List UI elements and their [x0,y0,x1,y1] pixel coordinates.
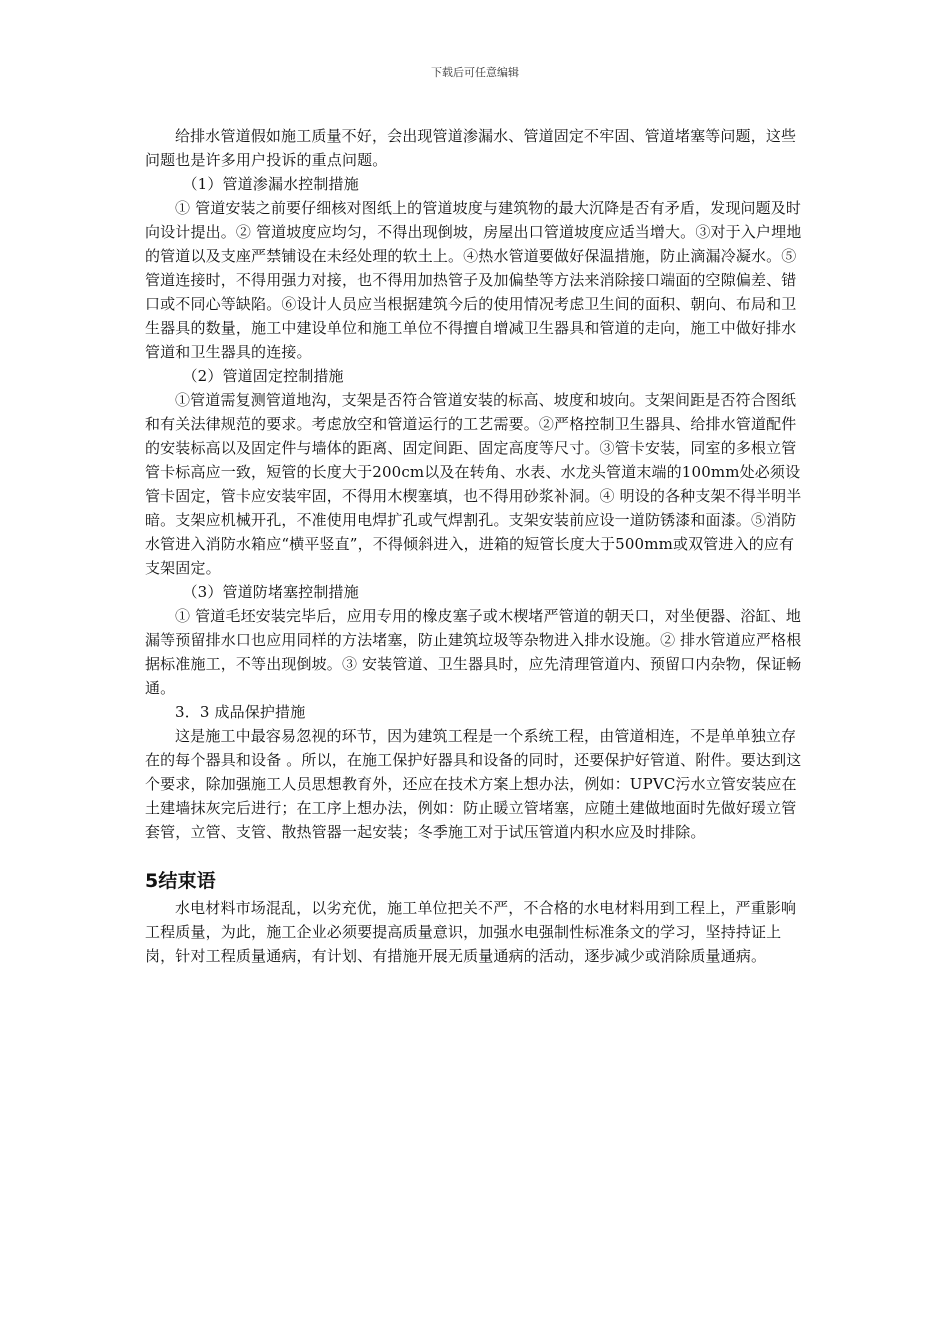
page-header: 下载后可任意编辑 [431,66,519,79]
section-heading-conclusion: 5结束语 [145,870,216,892]
paragraph-product-protection: 这是施工中最容易忽视的环节，因为建筑工程是一个系统工程，由管道相连，不是单单独立存在的每个器具和设备 。所以，在施工保护好器具和设备的同时，还要保护好管道、附件。要达到这个要求，除加强施工人员思想教育外，还应在技术方案上想办法，例如：UPVC污水立管安装应在土建墙抹灰完后进行；在工序上想办法，例如：防止暖立管堵塞，应随土建做地面时先做好瑗立管套管，立管、支管、散热管器一起安装；冬季施工对于试压管道内积水应及时排除。 [145,727,802,841]
subheading-fixing-control: （2）管道固定控制措施 [182,367,344,385]
paragraph-fixing-control: ①管道需复测管道地沟，支架是否符合管道安装的标高、坡度和坡向。支架间距是否符合图纸和有关法律规范的要求。考虑放空和管道运行的工艺需要。②严格控制卫生器具、给排水管道配件的安装标高以及固定件与墙体的距离、固定间距、固定高度等尺寸。③管卡安装，同室的多根立管管卡标高应一致，短管的长度大于200cm以及在转角、水表、水龙头管道末端的100mm处必须设管卡固定，管卡应安装牢固，不得用木楔塞填，也不得用砂浆补洞。④ 明设的各种支架不得半明半暗。支架应机械开孔，不准使用电焊扩孔或气焊割孔。支架安装前应设一道防锈漆和面漆。⑤消防水管进入消防水箱应“横平竖直”，不得倾斜进入，进箱的短管长度大于500mm或双管进入的应有支架固定。 [145,391,802,577]
paragraph-blockage-control: ① 管道毛坯安装完毕后，应用专用的橡皮塞子或木楔堵严管道的朝天口，对坐便器、浴缸、地漏等预留排水口也应用同样的方法堵塞，防止建筑垃圾等杂物进入排水设施。② 排水管道应严格根据标准施工，不等出现倒坡。③ 安装管道、卫生器具时，应先清理管道内、预留口内杂物，保证畅通。 [145,607,802,697]
document-body [145,124,805,968]
subheading-leak-control: （1）管道渗漏水控制措施 [182,175,359,193]
paragraph-leak-control: ① 管道安装之前要仔细核对图纸上的管道坡度与建筑物的最大沉降是否有矛盾，发现问题及时向设计提出。② 管道坡度应均匀，不得出现倒坡，房屋出口管道坡度应适当增大。③对于入户埋地的管道以及支座严禁铺设在未经处理的软土上。④热水管道要做好保温措施，防止滴漏冷凝水。⑤管道连接时，不得用强力对接，也不得用加热管子及加偏垫等方法来消除接口端面的空隙偏差、错口或不同心等缺陷。⑥设计人员应当根据建筑今后的使用情况考虑卫生间的面积、朝向、布局和卫生器具的数量，施工中建设单位和施工单位不得擅自增减卫生器具和管道的走向，施工中做好排水管道和卫生器具的连接。 [145,199,802,361]
subheading-blockage-control: （3）管道防堵塞控制措施 [182,583,359,601]
subheading-product-protection: 3．3 成品保护措施 [175,703,306,721]
paragraph-conclusion: 水电材料市场混乱，以劣充优，施工单位把关不严，不合格的水电材料用到工程上，严重影响工程质量，为此，施工企业必须要提高质量意识，加强水电强制性标准条文的学习，坚持持证上岗，针对工程质量通病，有计划、有措施开展无质量通病的活动，逐步减少或消除质量通病。 [145,899,797,965]
paragraph-intro: 给排水管道假如施工质量不好，会出现管道渗漏水、管道固定不牢固、管道堵塞等问题，这些问题也是许多用户投诉的重点问题。 [145,127,797,169]
